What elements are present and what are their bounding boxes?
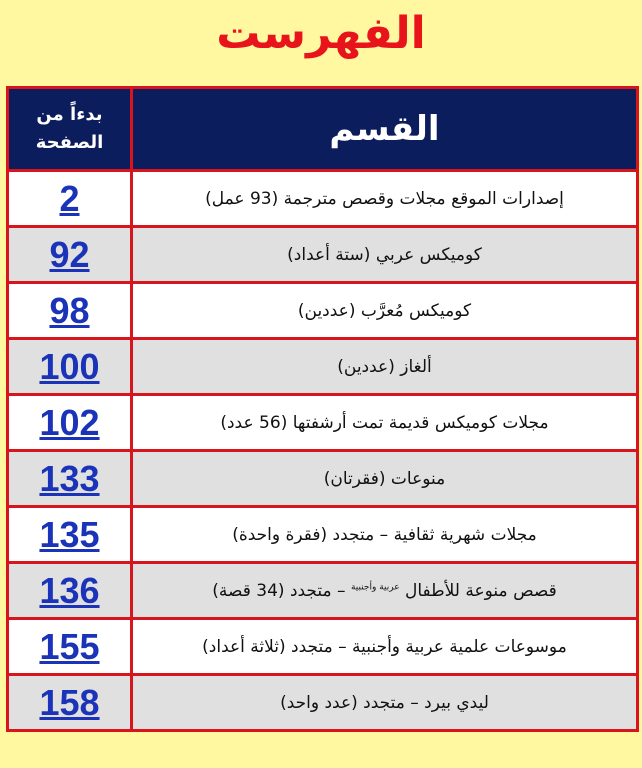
table-row xyxy=(8,339,638,395)
section-name-rest: – متجدد (34 قصة) xyxy=(212,580,351,601)
index-table xyxy=(6,86,639,732)
table-row xyxy=(8,563,638,619)
section-name: إصدارات الموقع مجلات وقصص مترجمة (93 عمل) xyxy=(132,171,638,227)
section-name: موسوعات علمية عربية وأجنبية – متجدد (ثلاثة أعداد) xyxy=(132,619,638,675)
page-link[interactable]: 158 xyxy=(39,681,100,723)
page-title: الفهرست xyxy=(216,8,426,59)
table-header-row xyxy=(8,88,638,171)
section-name: ليدي بيرد – متجدد (عدد واحد) xyxy=(132,675,638,731)
page-link[interactable]: 98 xyxy=(49,289,90,331)
page-header-line2: الصفحة xyxy=(35,132,104,153)
section-column-header: القسم xyxy=(132,88,638,171)
section-name: منوعات (فقرتان) xyxy=(132,451,638,507)
section-name: مجلات شهرية ثقافية – متجدد (فقرة واحدة) xyxy=(132,507,638,563)
section-superscript: عربية وأجنبية xyxy=(350,581,400,592)
section-name: كوميكس عربي (ستة أعداد) xyxy=(132,227,638,283)
table-row xyxy=(8,619,638,675)
table-row xyxy=(8,675,638,731)
page-link[interactable]: 92 xyxy=(49,233,90,275)
page-link[interactable]: 136 xyxy=(39,569,100,611)
page-link[interactable]: 133 xyxy=(39,457,100,499)
page-link[interactable]: 155 xyxy=(39,625,100,667)
section-name xyxy=(132,563,638,619)
page-link[interactable]: 100 xyxy=(39,345,100,387)
table-row xyxy=(8,283,638,339)
section-name: كوميكس مُعرَّب (عددين) xyxy=(132,283,638,339)
table-row xyxy=(8,227,638,283)
table-row xyxy=(8,451,638,507)
table-row xyxy=(8,507,638,563)
page-link[interactable]: 102 xyxy=(39,401,100,443)
page-header-line1: بدءاً من xyxy=(36,104,103,125)
section-name: مجلات كوميكس قديمة تمت أرشفتها (56 عدد) xyxy=(132,395,638,451)
section-name: ألغاز (عددين) xyxy=(132,339,638,395)
page-column-header xyxy=(8,88,132,171)
table-row xyxy=(8,171,638,227)
table-row xyxy=(8,395,638,451)
page-link[interactable]: 135 xyxy=(39,513,100,555)
page-link[interactable]: 2 xyxy=(59,177,80,219)
section-name-main: قصص منوعة للأطفال xyxy=(405,580,557,601)
